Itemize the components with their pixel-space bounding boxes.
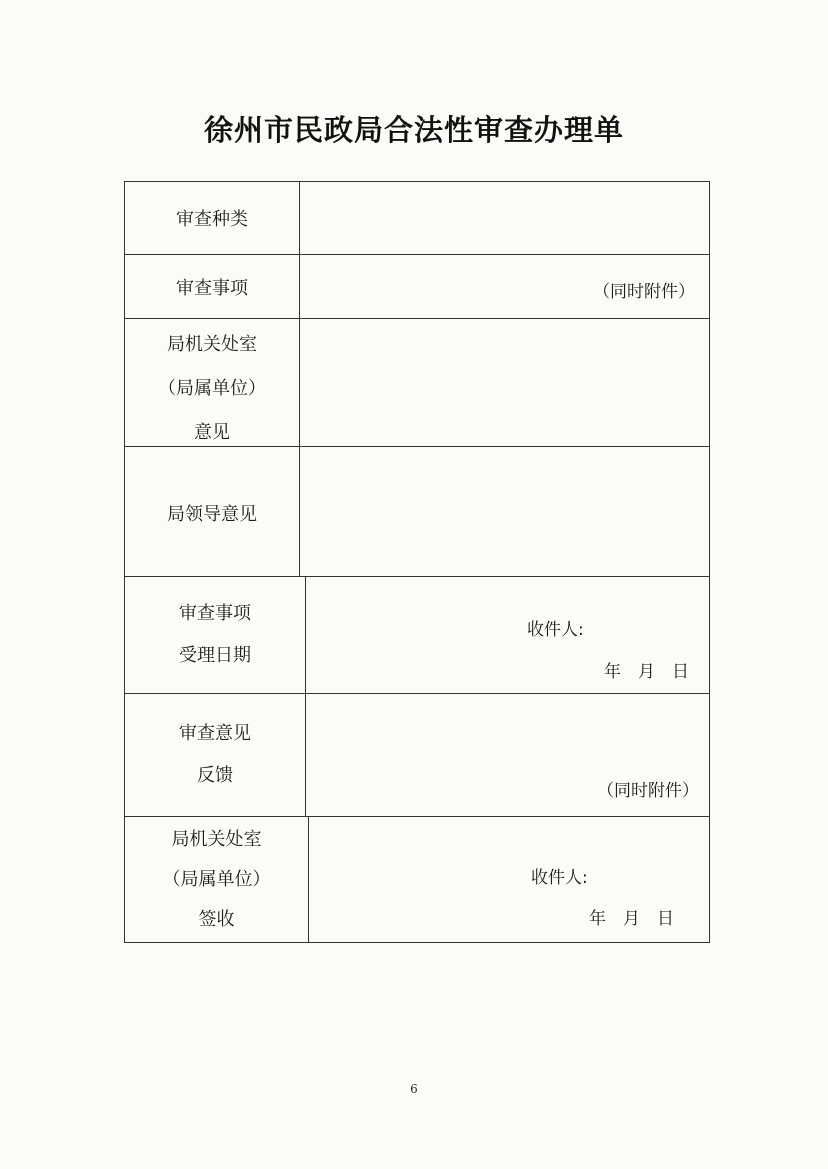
field-review-feedback[interactable] (306, 694, 709, 816)
field-leader-opinion[interactable] (300, 447, 709, 576)
label-feedback-line1: 审查意见 (179, 723, 251, 744)
form-title: 徐州市民政局合法性审查办理单 (203, 113, 624, 147)
attachment-note: （同时附件） (597, 781, 699, 801)
row-dept-opinion (125, 319, 709, 447)
label-leader-opinion: 局领导意见 (167, 504, 257, 525)
label-review-type: 审查种类 (176, 209, 248, 230)
row-dept-signoff (125, 817, 709, 942)
label-acceptance-line2: 受理日期 (179, 645, 251, 666)
label-signoff-line2: （局属单位） (162, 868, 271, 890)
label-cell (125, 694, 306, 816)
row-leader-opinion (125, 447, 709, 577)
field-review-type[interactable] (300, 182, 709, 254)
label-cell (125, 182, 300, 254)
page-number: 6 (410, 1082, 418, 1096)
row-review-type (125, 182, 709, 255)
row-review-feedback (125, 694, 709, 817)
label-cell (125, 817, 309, 942)
row-review-matter (125, 255, 709, 319)
label-cell (125, 577, 306, 693)
date-label: 年 月 日 (589, 909, 674, 929)
field-acceptance-date[interactable] (306, 577, 709, 693)
review-form-table (124, 181, 710, 943)
label-signoff-line3: 签收 (198, 908, 235, 930)
label-cell (125, 447, 300, 576)
label-dept-line3: 意见 (194, 421, 230, 443)
field-dept-signoff[interactable] (309, 817, 709, 942)
attachment-note: （同时附件） (593, 282, 695, 302)
field-dept-opinion[interactable] (300, 319, 709, 446)
label-cell (125, 319, 300, 446)
label-dept-line1: 局机关处室 (167, 333, 257, 355)
recipient-label: 收件人: (527, 620, 584, 640)
label-signoff-line1: 局机关处室 (171, 828, 262, 850)
label-dept-line2: （局属单位） (158, 377, 266, 399)
field-review-matter[interactable] (300, 255, 709, 318)
row-acceptance-date (125, 577, 709, 694)
date-label: 年 月 日 (604, 662, 689, 682)
label-cell (125, 255, 300, 318)
label-review-matter: 审查事项 (176, 277, 248, 299)
recipient-label: 收件人: (531, 868, 588, 888)
label-acceptance-line1: 审查事项 (179, 603, 251, 624)
label-feedback-line2: 反馈 (197, 765, 233, 786)
